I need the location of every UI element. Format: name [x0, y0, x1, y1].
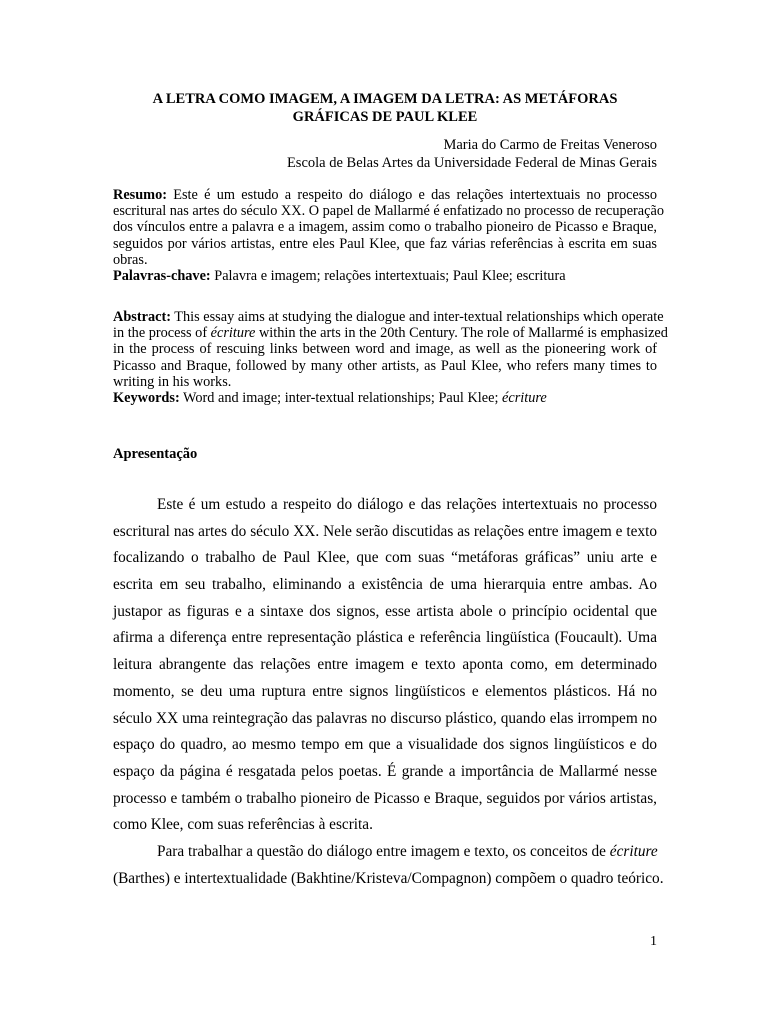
body-line: escrita em seu trabalho, eliminando a existência de uma hierarquia entre ambas. Ao	[113, 576, 657, 594]
body-line: Este é um estudo a respeito do diálogo e das relações intertextuais no processo	[157, 496, 657, 513]
abstract-line: Picasso and Braque, followed by many other artists, as Paul Klee, who refers many times to	[113, 357, 657, 374]
author-block	[287, 136, 657, 172]
body-line: afirma a diferença entre representação plástica e referência lingüística (Foucault). Uma	[113, 629, 657, 647]
page-number: 1	[650, 934, 657, 949]
palavras-chave: Palavras-chave: Palavra e imagem; relações intertextuais; Paul Klee; escritura	[113, 268, 566, 285]
body-line: século XX uma reintegração das palavras no discurso plástico, quando elas irrompem no	[113, 709, 657, 727]
paper-title	[113, 90, 657, 126]
keywords: Keywords: Word and image; inter-textual relationships; Paul Klee; écriture	[113, 390, 547, 407]
body-line: Para trabalhar a questão do diálogo entre imagem e texto, os conceitos de écriture	[157, 842, 658, 860]
abstract-line: in the process of rescuing links between word and image, as well as the pioneering work of	[113, 341, 657, 358]
body-line: processo e também o trabalho pioneiro de Picasso e Braque, seguidos por vários artistas,	[113, 789, 657, 807]
resumo-block	[113, 187, 664, 285]
abstract-label: Abstract:	[113, 309, 171, 325]
body-paragraph-1	[113, 492, 664, 892]
body-line: espaço do quadro, ao mesmo tempo em que a visualidade dos signos lingüísticos e do	[113, 736, 657, 754]
body-line: escritural nas artes do século XX. Nele serão discutidas as relações entre imagem e texto	[113, 522, 657, 540]
palavras-chave-label: Palavras-chave:	[113, 268, 211, 285]
body-line: como Klee, com suas referências à escrita.	[113, 816, 373, 834]
resumo-line: escritural nas artes do século XX. O papel de Mallarmé é enfatizado no processo de recuperação	[113, 203, 664, 220]
keywords-label: Keywords:	[113, 390, 180, 407]
abstract-line: writing in his works.	[113, 373, 232, 390]
body-line: focalizando o trabalho de Paul Klee, que com suas “metáforas gráficas” uniu arte e	[113, 549, 657, 567]
resumo-line: Resumo: Este é um estudo a respeito do diálogo e das relações intertextuais no processo	[113, 187, 657, 203]
resumo-label: Resumo:	[113, 187, 168, 203]
title-line-2: GRÁFICAS DE PAUL KLEE	[292, 109, 478, 125]
body-line: momento, se deu uma ruptura entre signos lingüísticos e elementos plásticos. Há no	[113, 682, 657, 700]
section-heading: Apresentação	[113, 446, 198, 462]
author-name: Maria do Carmo de Freitas Veneroso	[443, 137, 657, 153]
resumo-line: seguidos por vários artistas, entre eles Paul Klee, que faz várias referências à escrita em suas	[113, 235, 657, 252]
body-line: (Barthes) e intertextualidade (Bakhtine/Kristeva/Compagnon) compõem o quadro teórico.	[113, 869, 664, 887]
resumo-line: dos vínculos entre a palavra e a imagem, assim como o trabalho pioneiro de Picasso e Braque,	[113, 219, 657, 236]
abstract-line: in the process of écriture within the arts in the 20th Century. The role of Mallarmé is emphasized	[113, 325, 668, 342]
title-line-1: A LETRA COMO IMAGEM, A IMAGEM DA LETRA: AS METÁFORAS	[152, 91, 618, 107]
body-line: espaço da página é resgatada pelos poetas. É grande a importância de Mallarmé nesse	[113, 762, 657, 780]
abstract-line: Abstract: This essay aims at studying the dialogue and inter-textual relationships which operate	[113, 309, 664, 325]
resumo-line: obras.	[113, 251, 148, 268]
abstract-block	[113, 309, 668, 407]
body-line: leitura abrangente das relações entre imagem e texto aponta como, em determinado	[113, 656, 657, 674]
author-affiliation: Escola de Belas Artes da Universidade Federal de Minas Gerais	[286, 155, 657, 171]
body-line: justapor as figuras e a sintaxe dos signos, esse artista abole o princípio ocidental que	[113, 602, 657, 620]
